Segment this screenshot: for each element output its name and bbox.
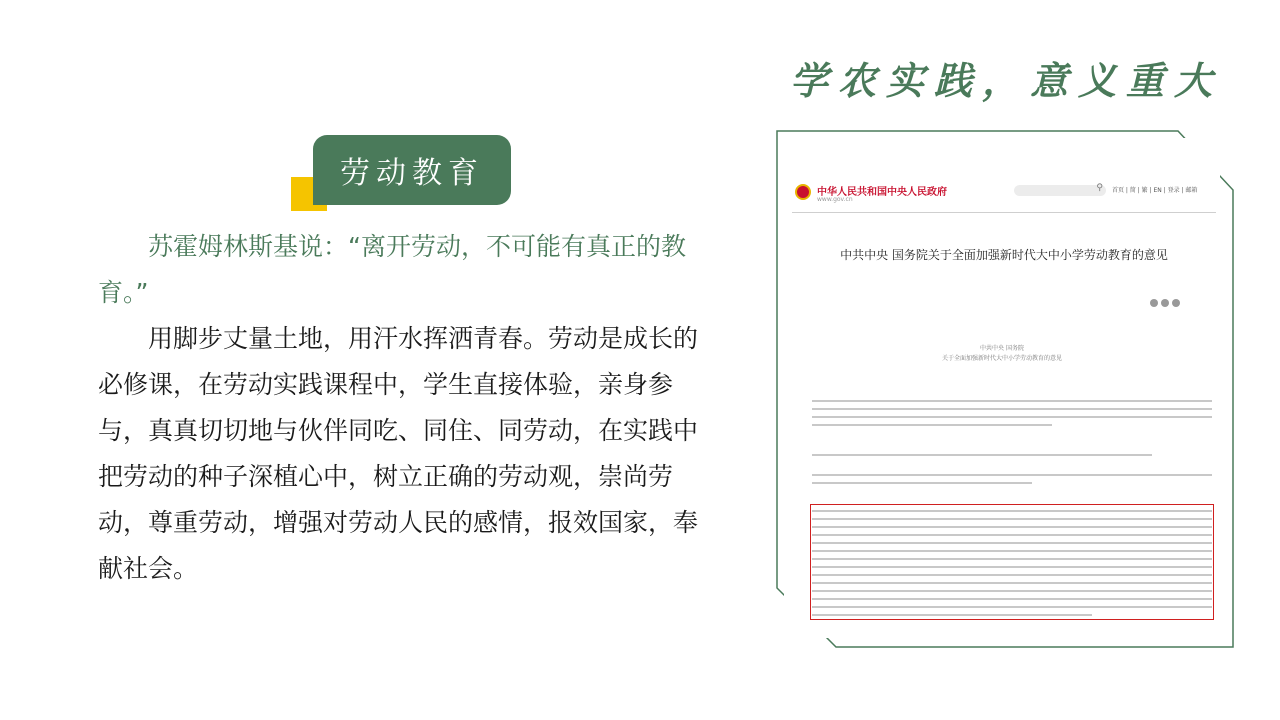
section-badge: 劳动教育 — [313, 135, 511, 205]
body-paragraph-3 — [812, 474, 1212, 490]
national-emblem-icon — [795, 184, 811, 200]
gov-nav-links[interactable]: 首页 | 简 | 繁 | EN | 登录 | 邮箱 — [1112, 187, 1198, 194]
gov-search-box[interactable] — [1014, 185, 1106, 196]
body-paragraph-2 — [812, 454, 1212, 462]
document-heading-block — [784, 344, 1220, 364]
quote-text: 苏霍姆林斯基说：“离开劳动，不可能有真正的教育。” — [98, 232, 686, 307]
document-title: 中共中央 国务院关于全面加强新时代大中小学劳动教育的意见 — [840, 248, 1168, 262]
body-text — [98, 224, 718, 592]
highlight-box — [810, 504, 1214, 620]
search-icon[interactable]: ⚲ — [1096, 183, 1103, 193]
body-paragraph-1 — [812, 400, 1212, 432]
gov-site-header — [792, 182, 1216, 213]
document-subtitle: 关于全面加强新时代大中小学劳动教育的意见 — [941, 355, 1062, 362]
share-icons[interactable] — [1147, 292, 1180, 311]
gov-site-url: www.gov.cn — [817, 196, 853, 203]
main-paragraph: 用脚步丈量土地，用汗水挥洒青春。劳动是成长的必修课，在劳动实践课程中，学生直接体验，亲身参与，真真切切地与伙伴同吃、同住、同劳动，在实践中把劳动的种子深植心中，树立正确的劳动观，崇尚劳动，尊重劳动，增强对劳动人民的感情，报效国家，奉献社会。 — [98, 324, 699, 583]
document-issuer: 中共中央 国务院 — [980, 345, 1024, 352]
document-screenshot — [776, 130, 1234, 648]
slide-title: 学农实践，意义重大 — [789, 59, 1222, 103]
gov-site-name: 中华人民共和国中央人民政府 — [817, 187, 947, 198]
document-page — [784, 138, 1220, 638]
